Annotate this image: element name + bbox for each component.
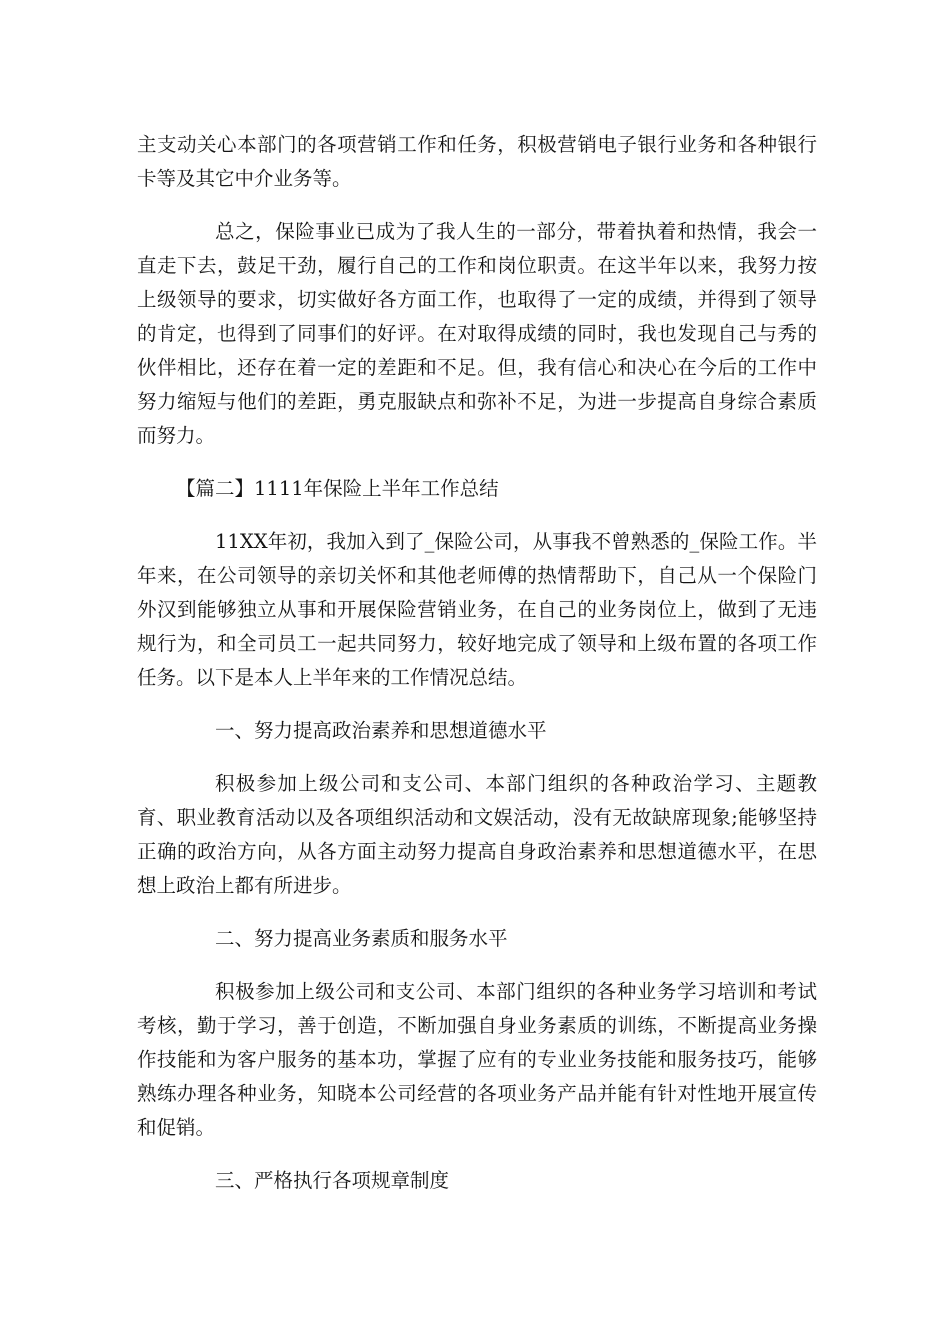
paragraph-intro: 11XX年初，我加入到了_保险公司，从事我不曾熟悉的_保险工作。半年来，在公司领导的亲切关怀和其他老师傅的热情帮助下，自己从一个保险门外汉到能够独立从事和开展保险营销业务，在自己的业务岗位上，做到了无违规行为，和全司员工一起共同努力，较好地完成了领导和上级布置的各项工作任务。以下是本人上半年来的工作情况总结。 bbox=[137, 530, 817, 689]
paragraph-business-quality: 积极参加上级公司和支公司、本部门组织的各种业务学习培训和考试考核，勤于学习，善于创造，不断加强自身业务素质的训练，不断提高业务操作技能和为客户服务的基本功，掌握了应有的专业业务技能和服务技巧，能够熟练办理各种业务，知晓本公司经营的各项业务产品并能有针对性地开展宣传和促销。 bbox=[137, 980, 817, 1139]
paragraph-conclusion: 总之，保险事业已成为了我人生的一部分，带着执着和热情，我会一直走下去，鼓足干劲，履行自己的工作和岗位职责。在这半年以来，我努力按上级领导的要求，切实做好各方面工作，也取得了一定的成绩，并得到了领导的肯定，也得到了同事们的好评。在对取得成绩的同时，我也发现自己与秀的伙伴相比，还存在着一定的差距和不足。但，我有信心和决心在今后的工作中努力缩短与他们的差距，勇克服缺点和弥补不足，为进一步提高自身综合素质而努力。 bbox=[137, 220, 817, 447]
document-page bbox=[137, 128, 817, 1217]
paragraph-political-quality: 积极参加上级公司和支公司、本部门组织的各种政治学习、主题教育、职业教育活动以及各项组织活动和文娱活动，没有无故缺席现象;能够坚持正确的政治方向，从各方面主动努力提高自身政治素养和思想道德水平，在思想上政治上都有所进步。 bbox=[137, 772, 817, 897]
paragraph-continuation: 主支动关心本部门的各项营销工作和任务，积极营销电子银行业务和各种银行卡等及其它中介业务等。 bbox=[137, 133, 817, 190]
heading-political-quality: 一、努力提高政治素养和思想道德水平 bbox=[215, 719, 547, 742]
section-title: 【篇二】1111年保险上半年工作总结 bbox=[176, 477, 499, 500]
heading-business-quality: 二、努力提高业务素质和服务水平 bbox=[215, 927, 508, 950]
heading-rules: 三、严格执行各项规章制度 bbox=[215, 1169, 450, 1192]
